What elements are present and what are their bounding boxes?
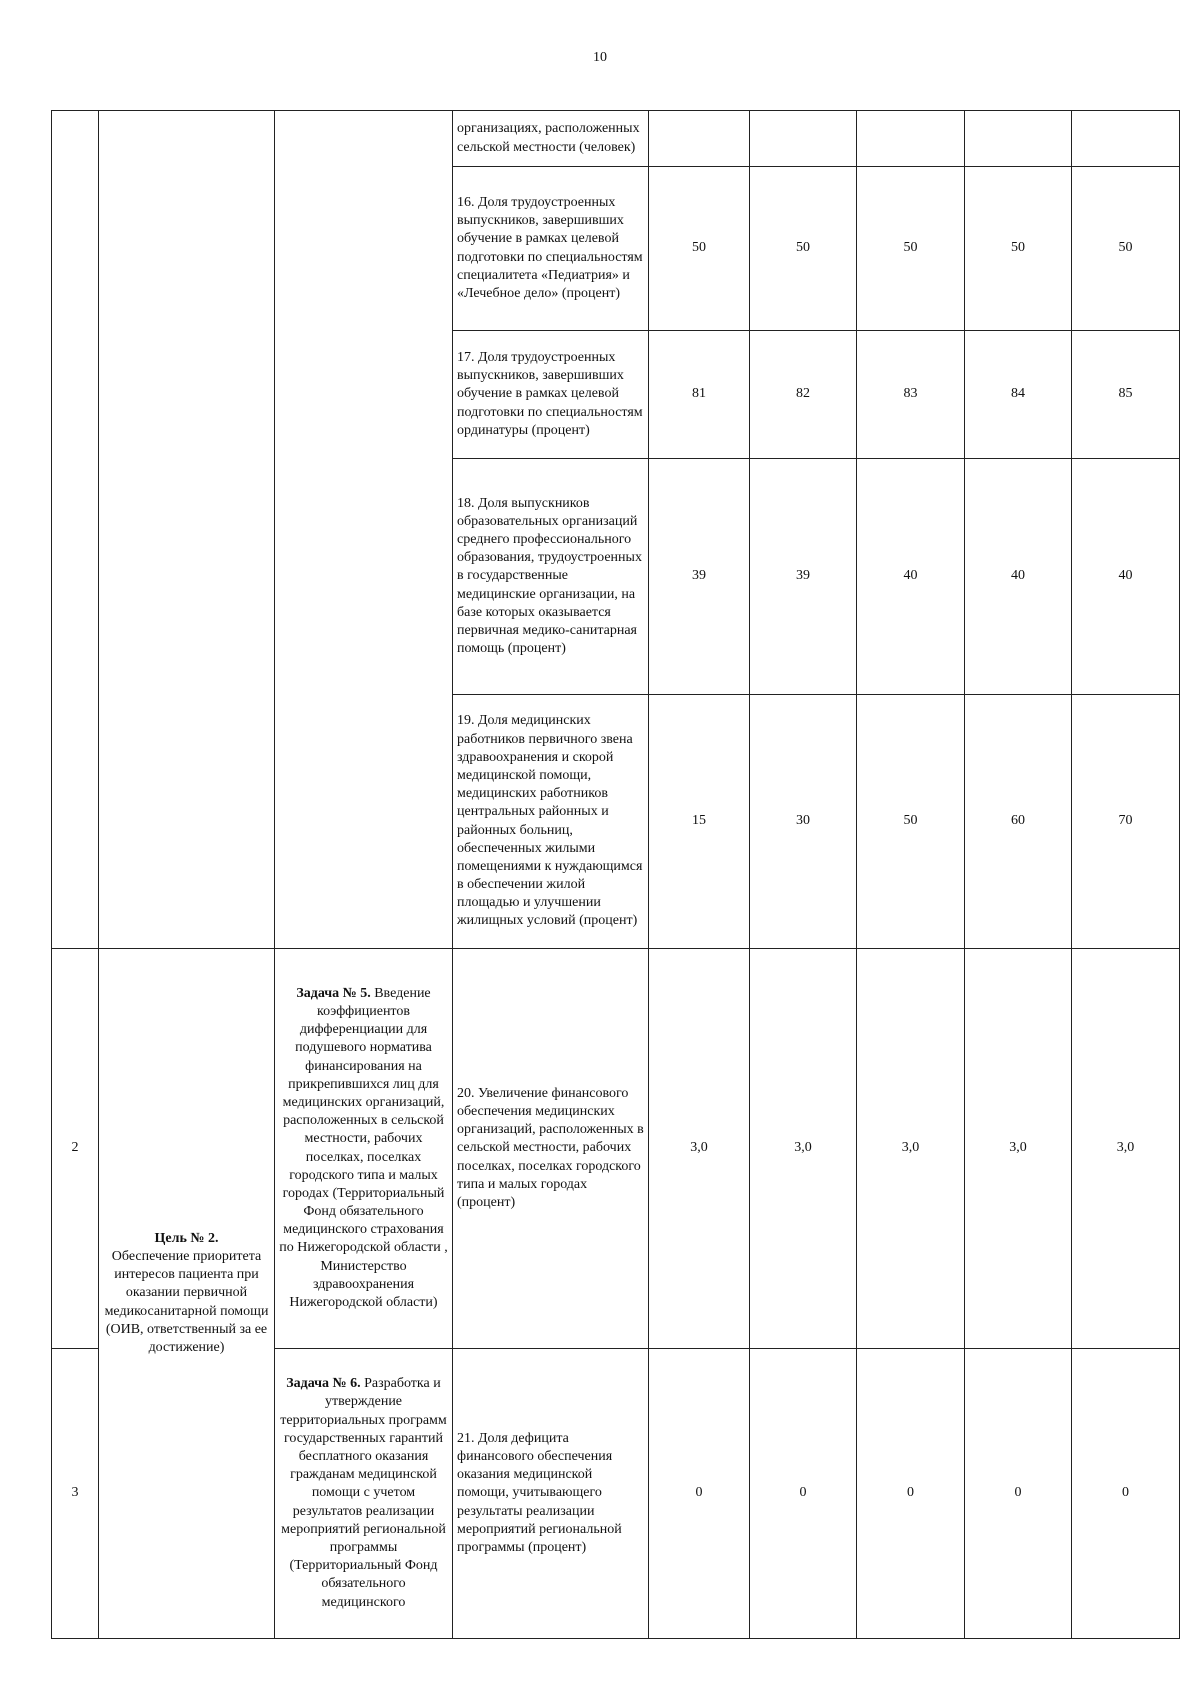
value-cell — [750, 111, 857, 167]
task-cell — [275, 1349, 453, 1639]
value-cell: 50 — [857, 695, 965, 949]
task-cell — [275, 111, 453, 949]
value-cell: 50 — [750, 167, 857, 331]
task-text: Введение коэффициентов дифференциации для подушевого норматива финансирования на прикрепившихся лиц для медицинских организаций, расположенных в сельской местности, рабочих поселках, поселках городского типа и малых городах (Территориальный Фонд обязательного медицинского страхования по Нижегородской области , Министерство здравоохранения Нижегородской области) — [279, 985, 448, 1310]
task-title: Задача № 6. — [286, 1376, 361, 1392]
indicator-cell: 17. Доля трудоустроенных выпускников, завершивших обучение в рамках целевой подготовки по специальностям ординатуры (процент) — [453, 331, 649, 459]
value-cell — [857, 111, 965, 167]
value-cell: 50 — [649, 167, 750, 331]
value-cell: 3,0 — [750, 949, 857, 1349]
value-cell: 70 — [1072, 695, 1180, 949]
task-cell — [275, 949, 453, 1349]
value-cell: 0 — [750, 1349, 857, 1639]
value-cell: 60 — [965, 695, 1072, 949]
value-cell — [965, 111, 1072, 167]
task-title: Задача № 5. — [296, 985, 371, 1001]
value-cell: 83 — [857, 331, 965, 459]
indicator-cell: 19. Доля медицинских работников первичного звена здравоохранения и скорой медицинской помощи, медицинских работников центральных районных и районных больниц, обеспеченных жилыми помещениями к нуждающимся в обеспечении жилой площадью и улучшении жилищных условий (процент) — [453, 695, 649, 949]
value-cell: 0 — [857, 1349, 965, 1639]
task-text: Разработка и утверждение территориальных программ государственных гарантий бесплатного оказания гражданам медицинской помощи с учетом результатов реализации мероприятий региональной программы (Территориальный Фонд обязательного медицинского — [280, 1376, 447, 1610]
value-cell: 15 — [649, 695, 750, 949]
value-cell: 30 — [750, 695, 857, 949]
page-number: 10 — [593, 50, 607, 65]
indicator-cell: 16. Доля трудоустроенных выпускников, завершивших обучение в рамках целевой подготовки по специальностям специалитета «Педиатрия» и «Лечебное дело» (процент) — [453, 167, 649, 331]
value-cell: 84 — [965, 331, 1072, 459]
goal-cell — [99, 111, 275, 949]
value-cell: 85 — [1072, 331, 1180, 459]
value-cell: 50 — [857, 167, 965, 331]
table-row — [52, 111, 1180, 167]
indicators-table — [51, 110, 1180, 1639]
value-cell: 40 — [1072, 459, 1180, 695]
value-cell: 40 — [857, 459, 965, 695]
value-cell: 82 — [750, 331, 857, 459]
value-cell: 0 — [1072, 1349, 1180, 1639]
value-cell: 3,0 — [649, 949, 750, 1349]
value-cell: 50 — [965, 167, 1072, 331]
value-cell: 3,0 — [965, 949, 1072, 1349]
indicator-cell: организациях, расположенных сельской местности (человек) — [453, 111, 649, 167]
value-cell: 0 — [649, 1349, 750, 1639]
row-number-cell — [52, 111, 99, 949]
row-number-cell: 2 — [52, 949, 99, 1349]
value-cell: 40 — [965, 459, 1072, 695]
value-cell — [649, 111, 750, 167]
value-cell: 81 — [649, 331, 750, 459]
value-cell: 39 — [750, 459, 857, 695]
value-cell: 3,0 — [1072, 949, 1180, 1349]
table-row — [52, 949, 1180, 1349]
goal-cell — [99, 949, 275, 1639]
row-number-cell: 3 — [52, 1349, 99, 1639]
goal-title: Цель № 2. — [154, 1230, 219, 1246]
value-cell: 3,0 — [857, 949, 965, 1349]
goal-text: Обеспечение приоритета интересов пациента при оказании первичной медикосанитарной помощи (ОИВ, ответственный за ее достижение) — [104, 1249, 269, 1355]
indicator-cell: 18. Доля выпускников образовательных организаций среднего профессионального образования, трудоустроенных в государственные медицинские организации, на базе которых оказывается первичная медико-санитарная помощь (процент) — [453, 459, 649, 695]
value-cell: 50 — [1072, 167, 1180, 331]
indicator-cell: 21. Доля дефицита финансового обеспечения оказания медицинской помощи, учитывающего результаты реализации мероприятий региональной программы (процент) — [453, 1349, 649, 1639]
indicator-cell: 20. Увеличение финансового обеспечения медицинских организаций, расположенных в сельской местности, рабочих поселках, поселках городского типа и малых городах (процент) — [453, 949, 649, 1349]
value-cell: 0 — [965, 1349, 1072, 1639]
value-cell — [1072, 111, 1180, 167]
value-cell: 39 — [649, 459, 750, 695]
